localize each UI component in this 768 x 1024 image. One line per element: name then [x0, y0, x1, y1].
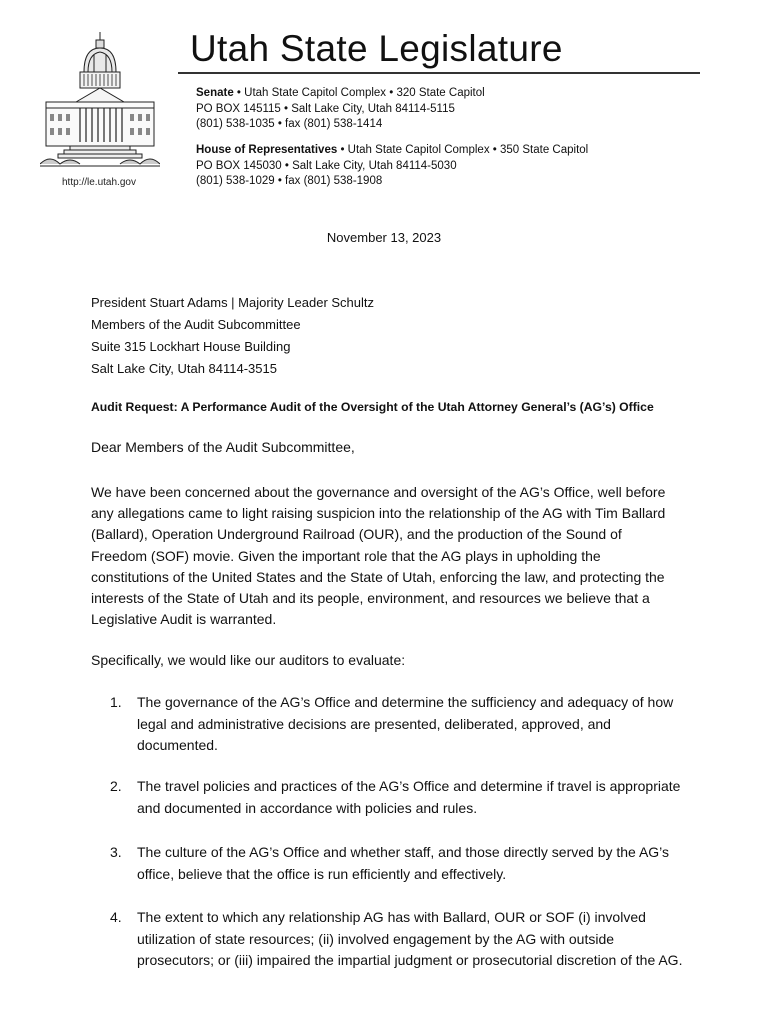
capitol-building-logo [40, 30, 160, 180]
list-item [110, 907, 690, 972]
house-address-block [196, 143, 588, 190]
body-paragraph: We have been concerned about the governance and oversight of the AG’s Office, well before any allegations came to light raising suspicion into the relationship of the AG with Tim Ballard (Ballard), Operation Underground Railroad (OUR), and the production of the Sound of Freedom (SOF) movie. Given the important role that the AG plays in upholding the constitutions of the United States and the State of Utah, enforcing the law, and protecting the interests of the State of Utah and its people, environment, and resources we believe that a Legislative Audit is warranted. [91, 484, 666, 628]
house-line2: PO BOX 145030 • Salt Lake City, Utah 84114-5030 [196, 159, 457, 172]
list-item [110, 776, 690, 819]
senate-line3: (801) 538-1035 • fax (801) 538-1414 [196, 118, 383, 130]
list-item-number: 4. [110, 909, 122, 925]
salutation: Dear Members of the Audit Subcommittee, [91, 439, 355, 455]
body-paragraph: Specifically, we would like our auditors to evaluate: [91, 652, 406, 668]
recipient-line: Members of the Audit Subcommittee [91, 317, 301, 332]
list-item-text: The governance of the AG’s Office and determine the sufficiency and adequacy of how legal and administrative decisions are presented, deliberated, approved, and documented. [137, 694, 674, 753]
list-item-number: 3. [110, 844, 122, 860]
subject-line: Audit Request: A Performance Audit of the Oversight of the Utah Attorney General’s (AG’s) Office [91, 400, 654, 414]
list-item-text: The extent to which any relationship AG has with Ballard, OUR or SOF (i) involved utilization of state resources; (ii) involved engagement by the AG with outside prosecutors; or (iii) impaired the impartial judgment or prosecutorial discretion of the AG. [137, 909, 683, 968]
house-label: House of Representatives [196, 144, 338, 156]
recipient-block [91, 292, 691, 380]
house-line3: (801) 538-1029 • fax (801) 538-1908 [196, 175, 383, 187]
letterhead-title: Utah State Legislature [190, 28, 563, 69]
title-divider [178, 72, 700, 74]
list-item [110, 692, 690, 757]
website-url[interactable]: http://le.utah.gov [62, 177, 136, 188]
list-item-number: 1. [110, 694, 122, 710]
recipient-line: President Stuart Adams | Majority Leader Schultz [91, 295, 375, 310]
recipient-line: Suite 315 Lockhart House Building [91, 339, 291, 354]
list-item-number: 2. [110, 778, 122, 794]
list-item-text: The travel policies and practices of the AG’s Office and determine if travel is appropriate and documented in accordance with policies and rules. [137, 778, 681, 816]
senate-label: Senate [196, 87, 234, 99]
senate-line2: PO BOX 145115 • Salt Lake City, Utah 84114-5115 [196, 102, 455, 115]
senate-address-block [196, 86, 485, 133]
house-line1: • Utah State Capitol Complex • 350 State Capitol [337, 144, 589, 156]
list-item [110, 842, 690, 885]
senate-line1: • Utah State Capitol Complex • 320 State Capitol [233, 87, 485, 99]
recipient-line: Salt Lake City, Utah 84114-3515 [91, 361, 277, 376]
letter-date: November 13, 2023 [326, 230, 442, 245]
list-item-text: The culture of the AG’s Office and whether staff, and those directly served by the AG’s office, believe that the office is run efficiently and effectively. [137, 844, 670, 882]
